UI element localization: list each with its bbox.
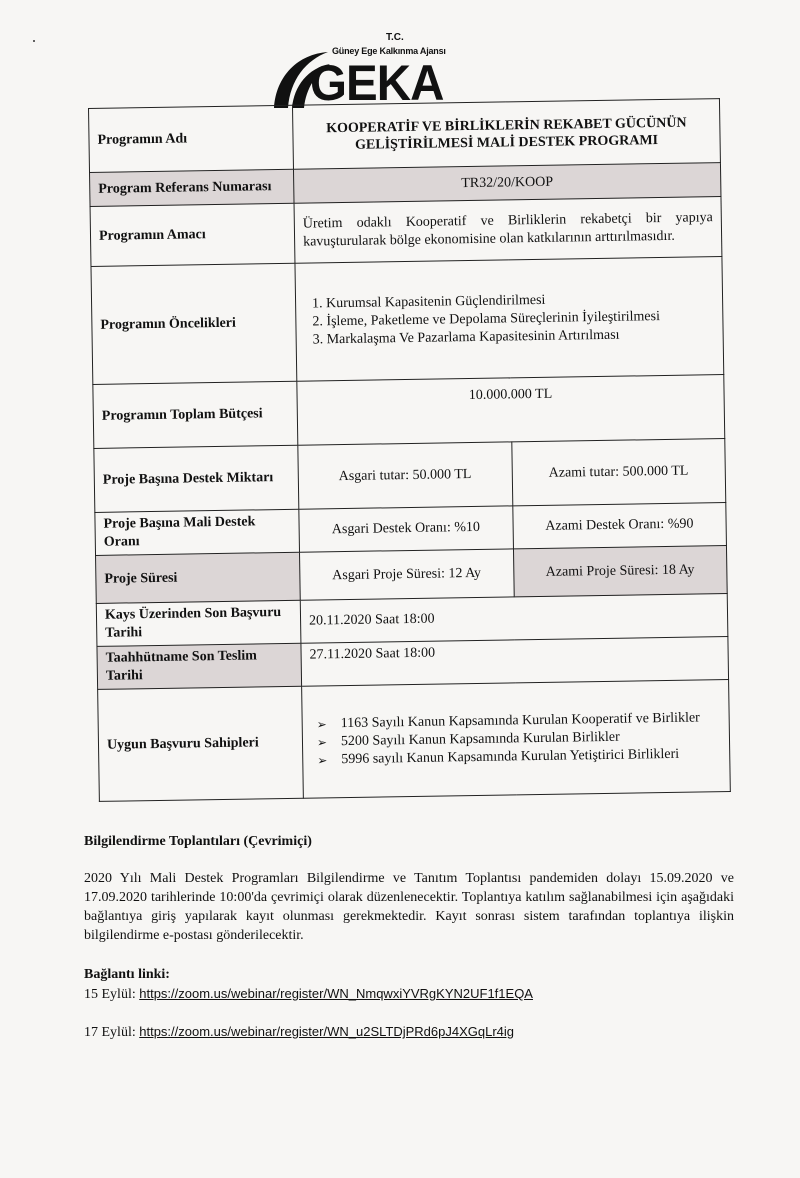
- ref-label: Program Referans Numarası: [90, 169, 295, 206]
- priorities-label: Programın Öncelikleri: [91, 263, 297, 384]
- support-amount-label: Proje Başına Destek Miktarı: [94, 445, 299, 512]
- link-row-1: [84, 984, 734, 1004]
- support-min: Asgari tutar: 50.000 TL: [298, 442, 512, 509]
- priority-item: 2. İşleme, Paketleme ve Depolama Süreçlerinin İyileştirilmesi: [326, 307, 714, 331]
- eligible-cell: [302, 680, 731, 799]
- program-name-value: KOOPERATİF VE BİRLİKLERİN REKABET GÜCÜNÜN GELİŞTİRİLMESİ MALİ DESTEK PROGRAMI: [292, 99, 720, 170]
- link1-label: 15 Eylül:: [84, 987, 140, 1002]
- eligible-item: ➢ 5200 Sayılı Kanun Kapsamında Kurulan Birlikler: [317, 727, 721, 751]
- kays-value: 20.11.2020 Saat 18:00: [300, 594, 728, 644]
- meetings-section: [84, 832, 734, 1042]
- row-eligible: [98, 680, 731, 802]
- kays-label: Kays Üzerinden Son Başvuru Tarihi: [96, 600, 301, 646]
- ratio-label: Proje Başına Mali Destek Oranı: [95, 509, 300, 555]
- aim-label: Programın Amacı: [90, 203, 295, 266]
- eligible-item: ➢ 5996 sayılı Kanun Kapsamında Kurulan Yetiştirici Birlikleri: [317, 745, 721, 769]
- support-max: Azami tutar: 500.000 TL: [511, 439, 725, 506]
- priorities-cell: [295, 257, 724, 382]
- program-table: [88, 98, 731, 802]
- row-budget: [93, 375, 725, 449]
- row-support-amount: [94, 439, 726, 513]
- taahhut-value: 27.11.2020 Saat 18:00: [301, 637, 729, 687]
- priorities-list: [304, 289, 715, 349]
- row-program-name: [89, 99, 721, 173]
- priority-item: 1. Kurumsal Kapasitenin Güçlendirilmesi: [326, 289, 714, 313]
- row-priorities: [91, 257, 724, 385]
- ref-value: TR32/20/KOOP: [293, 163, 720, 204]
- eligible-item: ➢ 1163 Sayılı Kanun Kapsamında Kurulan Kooperatif ve Birlikler: [317, 709, 721, 733]
- link2-label: 17 Eylül:: [84, 1025, 140, 1040]
- ratio-max: Azami Destek Oranı: %90: [512, 503, 726, 549]
- link2-url[interactable]: https://zoom.us/webinar/register/WN_u2SLTDjPRd6pJ4XGqLr4ig: [139, 1024, 514, 1039]
- row-aim: [90, 197, 722, 267]
- links-heading: Bağlantı linki:: [84, 967, 170, 982]
- scan-speck: [33, 40, 35, 42]
- ratio-min: Asgari Destek Oranı: %10: [299, 506, 513, 552]
- budget-value: 10.000.000 TL: [297, 375, 725, 446]
- duration-max: Azami Proje Süresi: 18 Ay: [513, 546, 727, 597]
- link-row-2: [84, 1022, 734, 1042]
- duration-min: Asgari Proje Süresi: 12 Ay: [300, 549, 514, 600]
- logo-name: GEKA: [310, 55, 444, 111]
- taahhut-label: Taahhütname Son Teslim Tarihi: [97, 643, 302, 689]
- eligible-list: [311, 709, 722, 769]
- link1-url[interactable]: https://zoom.us/webinar/register/WN_NmqwxiYVRgKYN2UF1f1EQA: [139, 986, 533, 1001]
- meetings-heading: Bilgilendirme Toplantıları (Çevrimiçi): [84, 834, 312, 849]
- meetings-text: 2020 Yılı Mali Destek Programları Bilgilendirme ve Tanıtım Toplantısı pandemiden dolayı 15.09.2020 ve 17.09.2020 tarihlerinde 10:00'da çevrimiçi olarak düzenlenecektir. Toplantıya katılım sağlanabilmesi için aşağıdaki bağlantıya giriş yapılarak kayıt olunması gerekmektedir. Kayıt sonrası sistem tarafından toplantıya ilişkin bilgilendirme e-postası gönderilecektir.: [84, 871, 734, 943]
- priority-item: 3. Markalaşma Ve Pazarlama Kapasitesinin Artırılması: [327, 325, 715, 349]
- logo-agency: Güney Ege Kalkınma Ajansı: [332, 46, 446, 56]
- budget-label: Programın Toplam Bütçesi: [93, 381, 298, 448]
- logo-tc: T.C.: [386, 32, 404, 43]
- aim-value: Üretim odaklı Kooperatif ve Birliklerin rekabetçi bir yapıya kavuşturularak bölge ekonomisine olan katkılarının arttırılmasıdır.: [294, 197, 722, 264]
- program-name-label: Programın Adı: [89, 105, 294, 172]
- eligible-label: Uygun Başvuru Sahipleri: [98, 686, 304, 801]
- duration-label: Proje Süresi: [96, 552, 301, 603]
